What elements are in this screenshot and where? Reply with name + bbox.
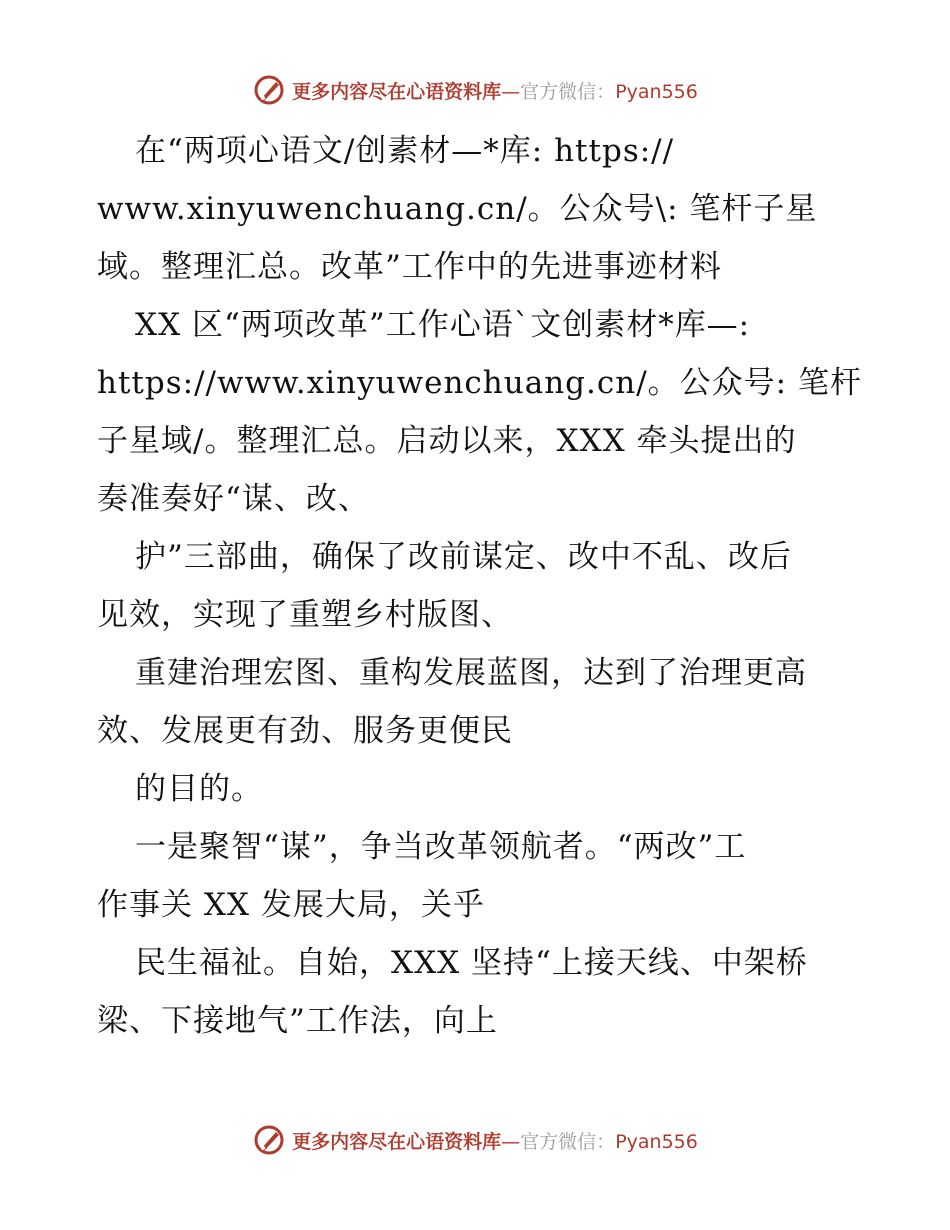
watermark-official-label: 官方微信： — [520, 1130, 616, 1153]
watermark-dash: — — [501, 1130, 521, 1153]
text-line: 奏准奏好“谋、改、 — [97, 481, 370, 517]
watermark-wechat-id: Pyan556 — [615, 80, 698, 103]
text-line: 的目的。 — [135, 771, 263, 807]
text-line: 子星域/。整理汇总。启动以来，XXX 牵头提出的 — [97, 423, 797, 459]
watermark-dash: — — [501, 80, 521, 103]
watermark-wechat-id: Pyan556 — [615, 1130, 698, 1153]
text-line: 域。整理汇总。改革”工作中的先进事迹材料 — [97, 249, 722, 285]
watermark-official-label: 官方微信： — [520, 80, 616, 103]
document-body — [97, 122, 862, 1050]
text-line: 重建治理宏图、重构发展蓝图，达到了治理更高 — [135, 655, 807, 691]
text-line: XX 区“两项改革”工作心语`文创素材*库—: — [135, 307, 751, 343]
text-line: www.xinyuwenchuang.cn/。公众号\: 笔杆子星 — [97, 191, 818, 227]
text-line: 护”三部曲，确保了改前谋定、改中不乱、改后 — [135, 539, 792, 575]
text-line: 作事关 XX 发展大局，关乎 — [97, 887, 485, 923]
watermark-brand: 更多内容尽在心语资料库 — [292, 80, 502, 103]
pen-nib-logo-icon — [252, 73, 286, 107]
text-line: https://www.xinyuwenchuang.cn/。公众号: 笔杆 — [97, 365, 862, 401]
watermark-brand: 更多内容尽在心语资料库 — [292, 1130, 502, 1153]
watermark-banner-bottom — [0, 1120, 950, 1160]
text-line: 见效，实现了重塑乡村版图、 — [97, 597, 513, 633]
text-line: 效、发展更有劲、服务更便民 — [97, 713, 513, 749]
pen-nib-logo-icon — [252, 1123, 286, 1157]
watermark-banner-top — [0, 70, 950, 110]
text-line: 在“两项心语文/创素材—*库: https:// — [135, 133, 675, 169]
text-line: 梁、下接地气”工作法，向上 — [97, 1003, 498, 1039]
text-line: 民生福祉。自始，XXX 坚持“上接天线、中架桥 — [135, 945, 808, 981]
text-line: 一是聚智“谋”，争当改革领航者。“两改”工 — [135, 829, 747, 865]
